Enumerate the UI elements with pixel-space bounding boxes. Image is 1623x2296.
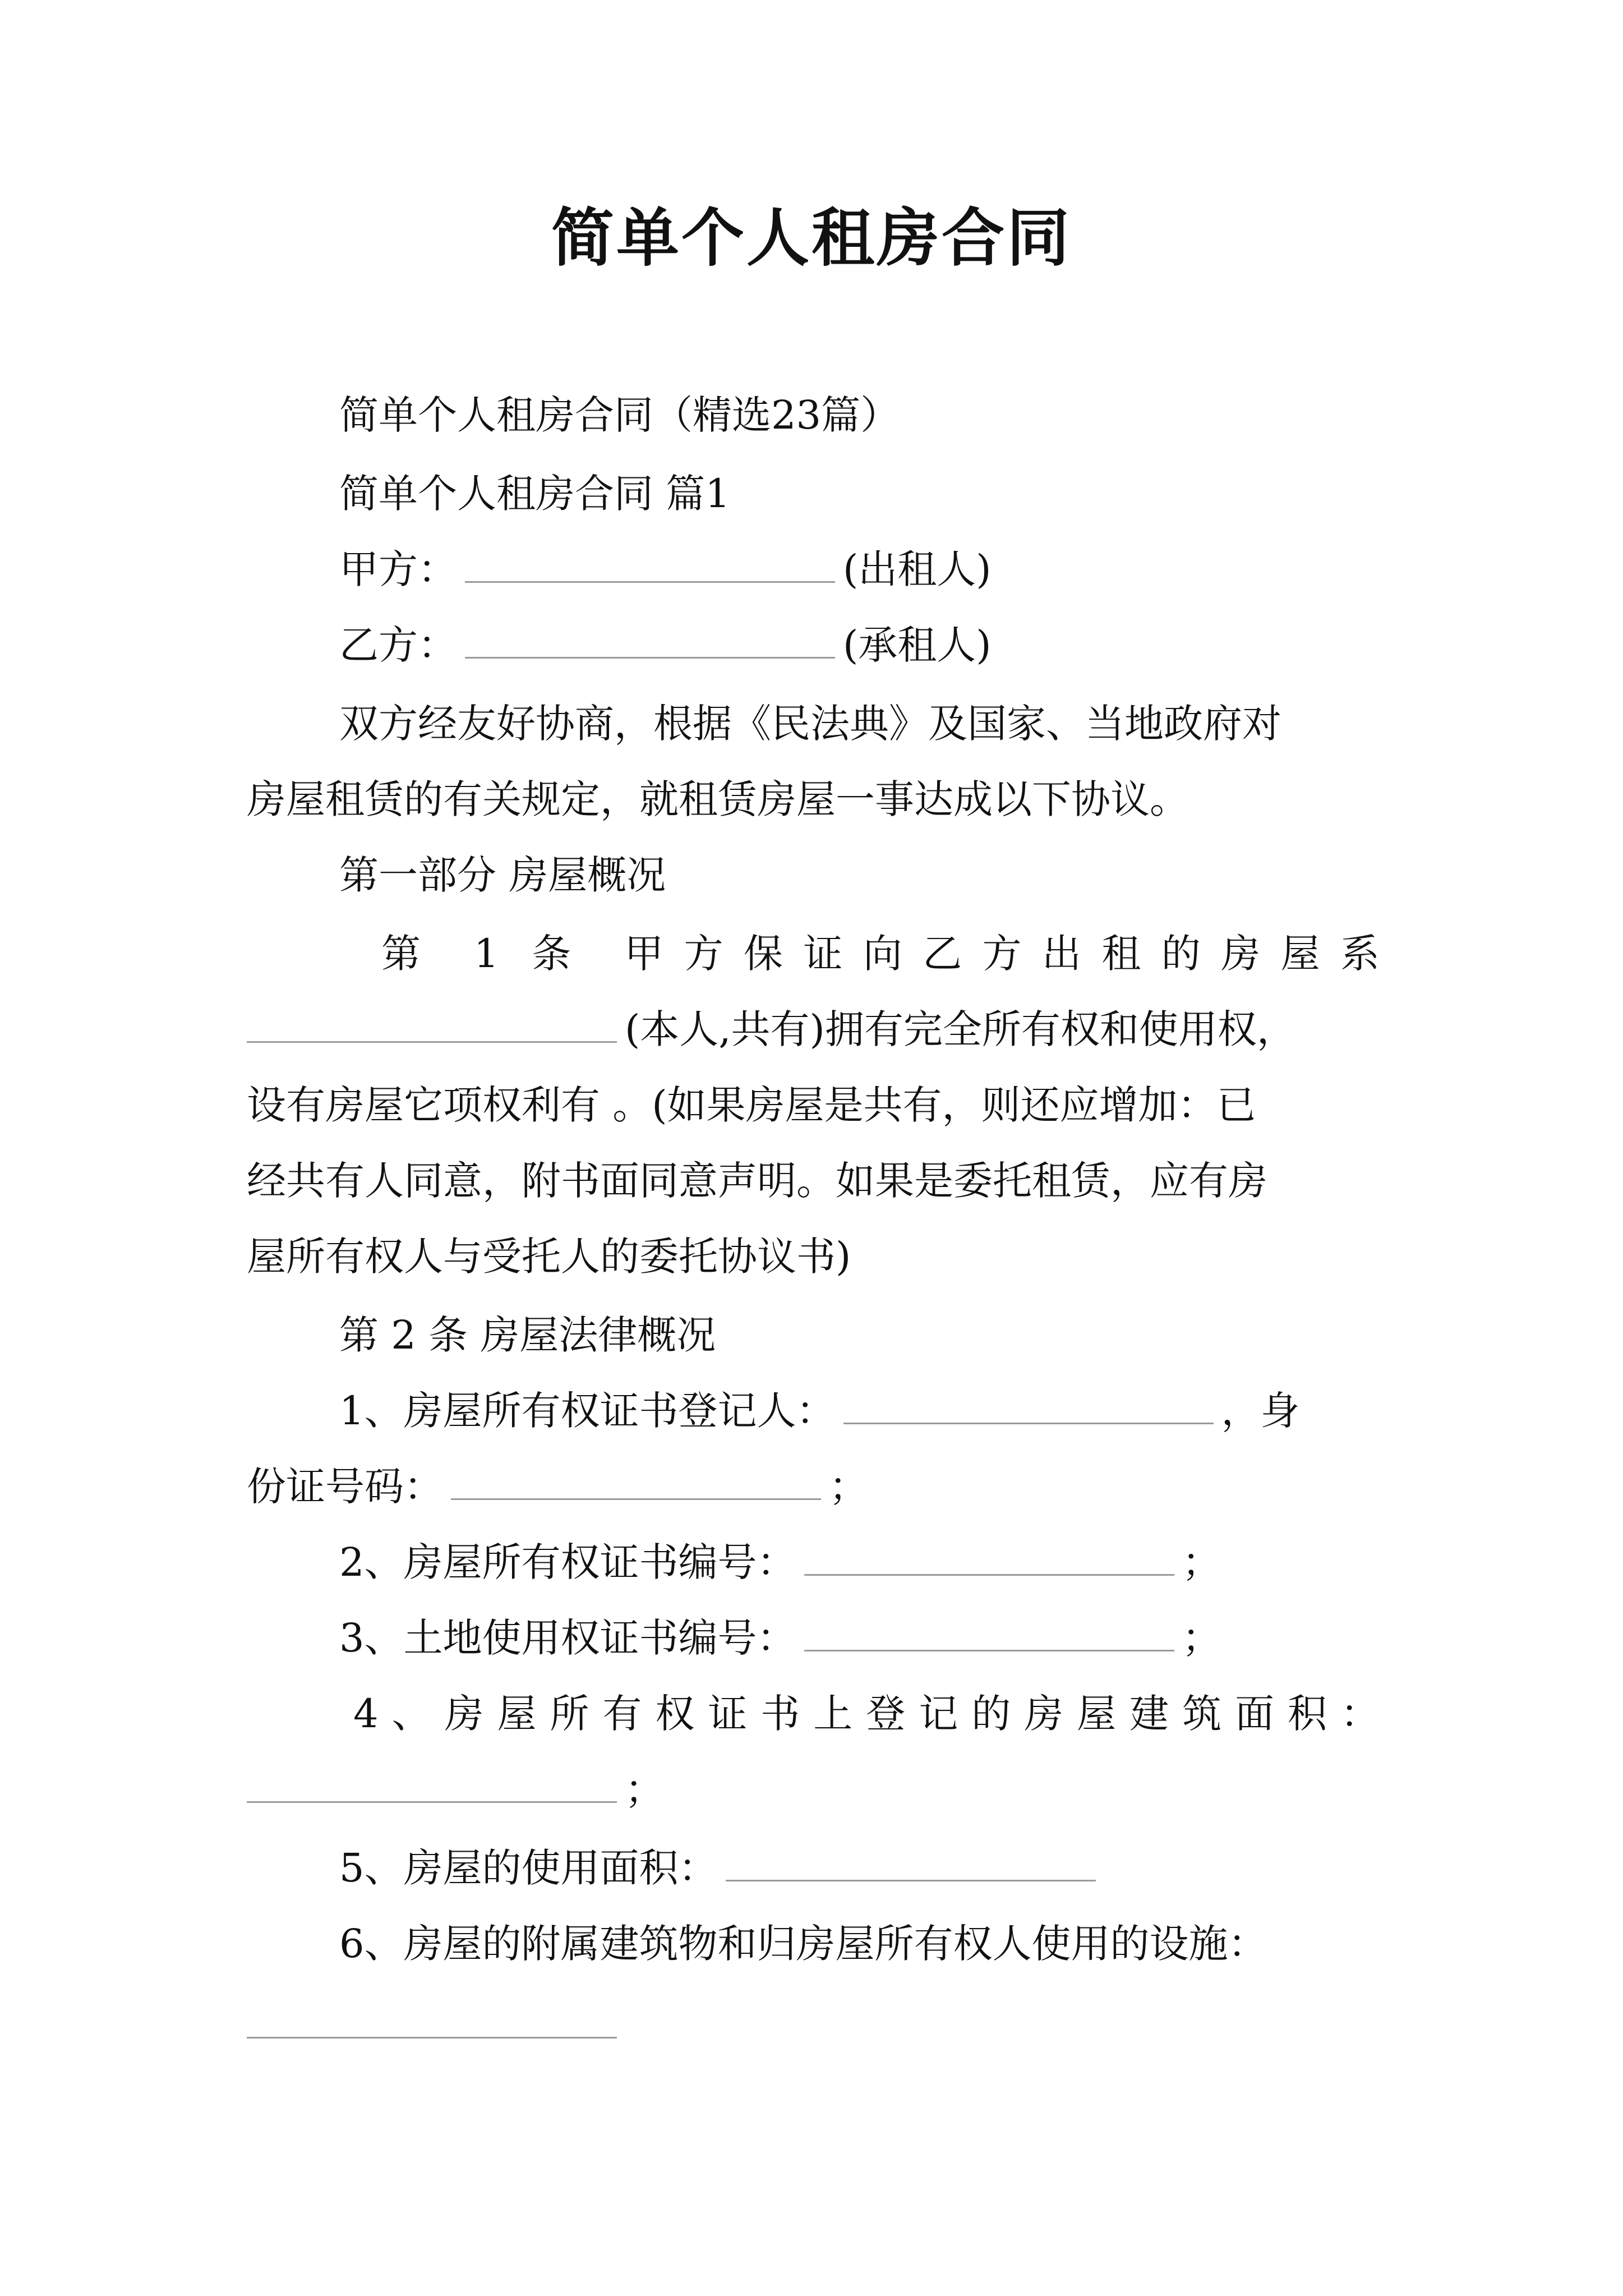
intro-line-2: 房屋租赁的有关规定，就租赁房屋一事达成以下协议。 <box>247 776 1189 822</box>
party-a-role: (出租人) <box>843 546 992 592</box>
article-1-line-3: 设有房屋它项权利有 。(如果房屋是共有，则还应增加：已 <box>247 1082 1256 1128</box>
article-1-line-5: 屋所有权人与受托人的委托协议书) <box>247 1234 851 1280</box>
item-4-line-2 <box>247 1761 664 1818</box>
item-3-label: 3、土地使用权证书编号： <box>339 1615 796 1661</box>
item-2-line <box>339 1534 1221 1590</box>
item-6-line-2 <box>247 1997 625 2053</box>
id-number-end: ； <box>829 1464 868 1510</box>
item-4-end: ； <box>625 1766 664 1812</box>
item-1-line-2 <box>247 1458 868 1515</box>
party-a-line <box>339 541 992 597</box>
article-1-line-2 <box>247 1001 1296 1057</box>
item-5-label: 5、房屋的使用面积： <box>339 1845 718 1891</box>
party-b-role: (承租人) <box>843 622 992 668</box>
item-6-line: 6、房屋的附属建筑物和归房屋所有权人使用的设施： <box>339 1921 1267 1967</box>
article-1-line-1: 第 1 条 甲方保证向乙方出租的房屋系 <box>381 931 1380 977</box>
section-1-heading: 第一部分 房屋概况 <box>339 852 666 898</box>
article-2-heading: 第 2 条 房屋法律概况 <box>339 1312 716 1358</box>
item-2-end: ； <box>1182 1539 1221 1585</box>
item-3-line <box>339 1610 1221 1666</box>
item-5-line <box>339 1840 1104 1896</box>
party-a-blank <box>465 542 835 583</box>
document-title: 简单个人租房合同 <box>551 201 1072 275</box>
intro-line-1: 双方经友好协商，根据《民法典》及国家、当地政府对 <box>339 701 1281 747</box>
party-b-blank <box>465 618 835 659</box>
party-a-label: 甲方： <box>339 546 457 592</box>
land-certificate-blank <box>804 1611 1174 1651</box>
usable-area-blank <box>726 1841 1096 1881</box>
party-b-line <box>339 617 992 673</box>
id-number-label: 份证号码： <box>247 1464 443 1510</box>
item-2-label: 2、房屋所有权证书编号： <box>339 1539 796 1585</box>
party-b-label: 乙方： <box>339 622 457 668</box>
article-1-line-4: 经共有人同意，附书面同意声明。如果是委托租赁，应有房 <box>247 1158 1267 1204</box>
item-4-line: 4、房屋所有权证书上登记的房屋建筑面积： <box>353 1691 1380 1737</box>
facilities-blank <box>247 1998 617 2039</box>
building-area-blank <box>247 1762 617 1803</box>
id-number-blank <box>451 1459 821 1500</box>
part-heading: 简单个人租房合同 篇1 <box>339 471 730 517</box>
registrant-blank <box>843 1383 1214 1424</box>
article-1-line-2-text: (本人,共有)拥有完全所有权和使用权， <box>625 1006 1296 1052</box>
subtitle: 简单个人租房合同（精选23篇） <box>339 392 900 438</box>
ownership-blank <box>247 1002 617 1043</box>
item-1-line-1 <box>339 1383 1300 1439</box>
item-3-end: ； <box>1182 1615 1221 1661</box>
item-1-label: 1、房屋所有权证书登记人： <box>339 1388 836 1434</box>
item-1-suffix: ，身 <box>1221 1388 1300 1434</box>
certificate-number-blank <box>804 1535 1174 1576</box>
